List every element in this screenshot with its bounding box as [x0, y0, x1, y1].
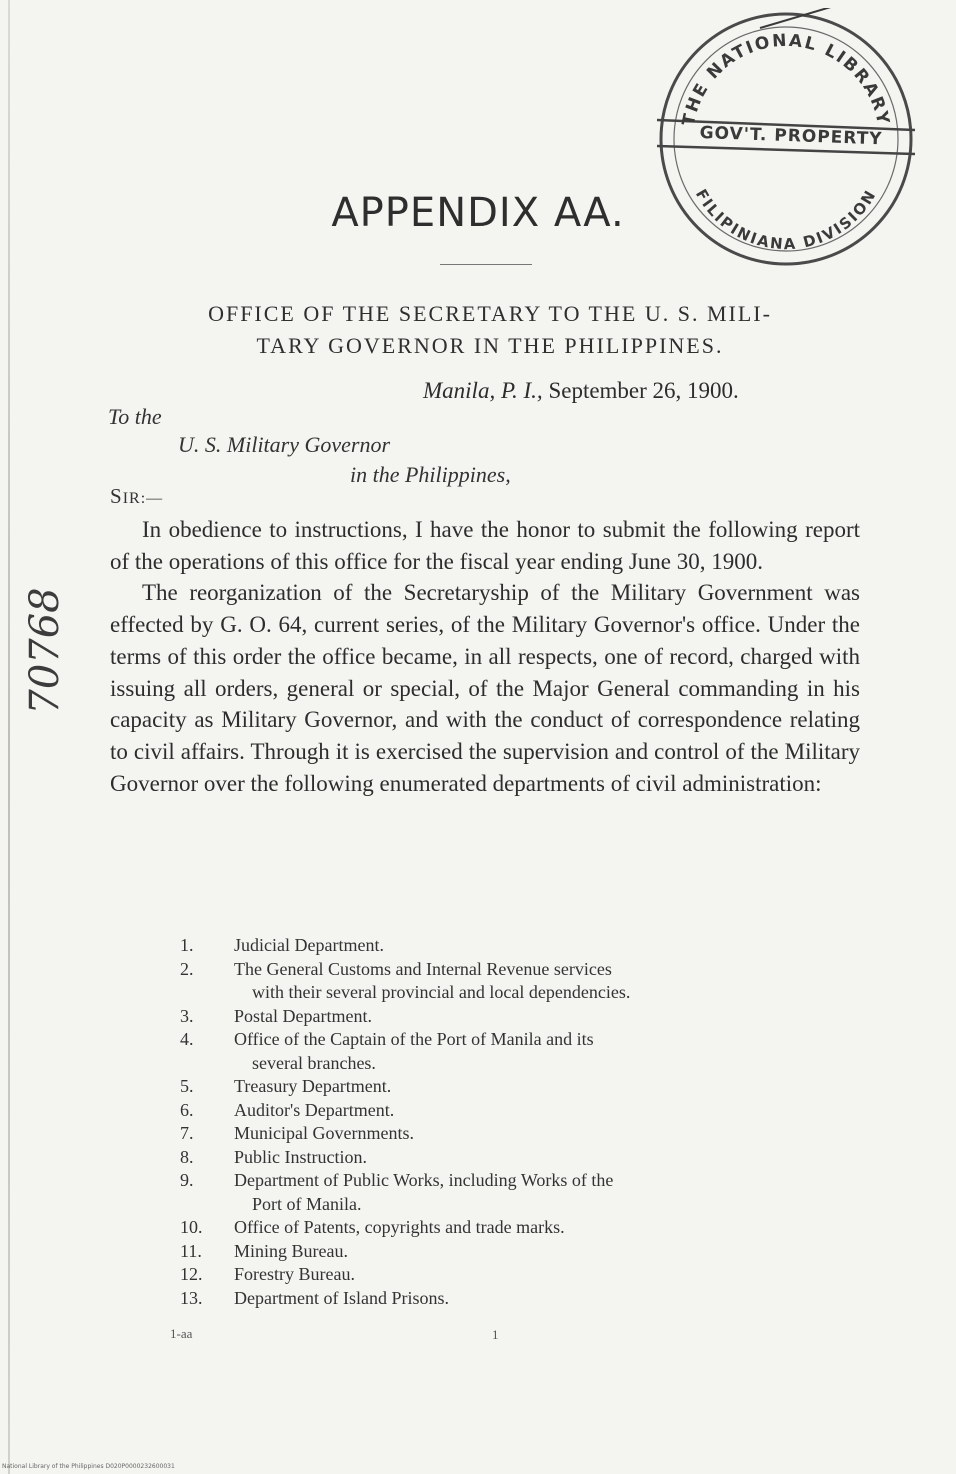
department-item [180, 934, 820, 958]
department-item [180, 1028, 820, 1075]
office-heading-line-2: TARY GOVERNOR IN THE PHILIPPINES. [256, 333, 724, 358]
department-text [234, 1122, 820, 1146]
department-line-1: Auditor's Department. [234, 1099, 395, 1120]
department-text [234, 1263, 820, 1287]
digitization-credit: National Library of the Philippines D020P0000232600031 [2, 1463, 175, 1470]
department-text [234, 1240, 820, 1264]
department-line-1: Judicial Department. [234, 935, 384, 955]
department-item [180, 1287, 820, 1311]
handwritten-annotation [18, 556, 98, 746]
department-number: 13. [180, 1287, 203, 1308]
department-item [180, 1216, 820, 1240]
department-number: 12. [180, 1264, 203, 1284]
salutation-rest: IR:— [122, 490, 164, 507]
department-number: 8. [180, 1146, 194, 1167]
department-line-1: Mining Bureau. [234, 1240, 348, 1261]
report-body [110, 514, 860, 799]
address-line-3: in the Philippines, [350, 462, 511, 487]
department-line-1: Department of Public Works, including Works of the [234, 1170, 614, 1190]
department-item [180, 1075, 820, 1099]
appendix-title: APPENDIX AA. [331, 190, 625, 236]
department-number: 7. [180, 1123, 194, 1143]
department-line-1: Forestry Bureau. [234, 1264, 355, 1284]
dateline [423, 378, 739, 404]
department-item [180, 1099, 820, 1123]
department-number: 11. [180, 1240, 202, 1261]
department-text [234, 1075, 820, 1099]
department-number: 9. [180, 1170, 194, 1190]
department-text [234, 1005, 820, 1029]
department-item [180, 1146, 820, 1170]
department-text [234, 934, 820, 958]
address-line-1: To the [108, 404, 162, 429]
svg-text:THE NATIONAL LIBRARY [679, 31, 893, 128]
title-rule [440, 264, 532, 265]
department-item [180, 1169, 820, 1216]
department-line-1: The General Customs and Internal Revenue services [234, 958, 612, 979]
department-text [234, 1146, 820, 1170]
page-number: 1 [492, 1327, 499, 1342]
department-line-2: Port of Manila. [252, 1193, 362, 1214]
department-item [180, 1005, 820, 1029]
department-line-1: Office of the Captain of the Port of Manila and its [234, 1029, 594, 1049]
department-text [234, 958, 820, 1005]
department-number: 2. [180, 958, 194, 979]
dateline-date: September 26, 1900. [548, 378, 739, 403]
paragraph-2: The reorganization of the Secretaryship of the Military Government was effected by G. O. 64, current series, of the Military Governor's office. Under the terms of this order the office became, in all respects, one of record, charged with issuing all orders, general or special, of the Major General commanding in his capacity as Military Governor, and with the conduct of correspondence relating to civil affairs. Through it is exercised the supervision and control of the Military Governor over the following enumerated departments of civil administration: [110, 580, 860, 796]
department-number: 6. [180, 1099, 194, 1120]
paragraph-1: In obedience to instructions, I have the honor to submit the following report of the operations of this office for the fiscal year ending June 30, 1900. [110, 517, 860, 574]
department-line-2: several branches. [252, 1052, 376, 1073]
stamp-top-text: THE NATIONAL LIBRARY [678, 30, 894, 128]
department-number: 10. [180, 1217, 203, 1237]
department-item [180, 1240, 820, 1264]
department-line-1: Postal Department. [234, 1005, 372, 1026]
department-item [180, 1263, 820, 1287]
address-line-2: U. S. Military Governor [178, 432, 391, 457]
department-item [180, 1122, 820, 1146]
departments-list [180, 934, 820, 1310]
handwritten-number: 70768 [22, 587, 68, 715]
department-number: 3. [180, 1005, 194, 1026]
stamp-band-text: GOV'T. PROPERTY [699, 122, 883, 150]
department-number: 1. [180, 935, 194, 955]
department-number: 5. [180, 1076, 194, 1096]
department-line-1: Office of Patents, copyrights and trade marks. [234, 1217, 565, 1237]
salutation-cap: S [110, 484, 123, 508]
department-text [234, 1216, 820, 1240]
department-text [234, 1169, 820, 1216]
department-text [234, 1099, 820, 1123]
dateline-place: Manila, P. I., [423, 378, 543, 403]
signature-mark: 1-aa [170, 1326, 193, 1341]
department-line-1: Treasury Department. [234, 1076, 392, 1096]
department-text [234, 1028, 820, 1075]
department-item [180, 958, 820, 1005]
office-heading-line-1: OFFICE OF THE SECRETARY TO THE U. S. MILI- [208, 301, 772, 326]
office-heading [110, 298, 870, 362]
department-line-1: Municipal Governments. [234, 1123, 414, 1143]
department-line-2: with their several provincial and local dependencies. [252, 982, 631, 1002]
stamp-bottom-text: FILIPINIANA DIVISION [691, 185, 881, 254]
department-number: 4. [180, 1029, 194, 1049]
department-text [234, 1287, 820, 1311]
department-line-1: Public Instruction. [234, 1146, 367, 1167]
department-line-1: Department of Island Prisons. [234, 1287, 449, 1308]
salutation [110, 484, 163, 509]
